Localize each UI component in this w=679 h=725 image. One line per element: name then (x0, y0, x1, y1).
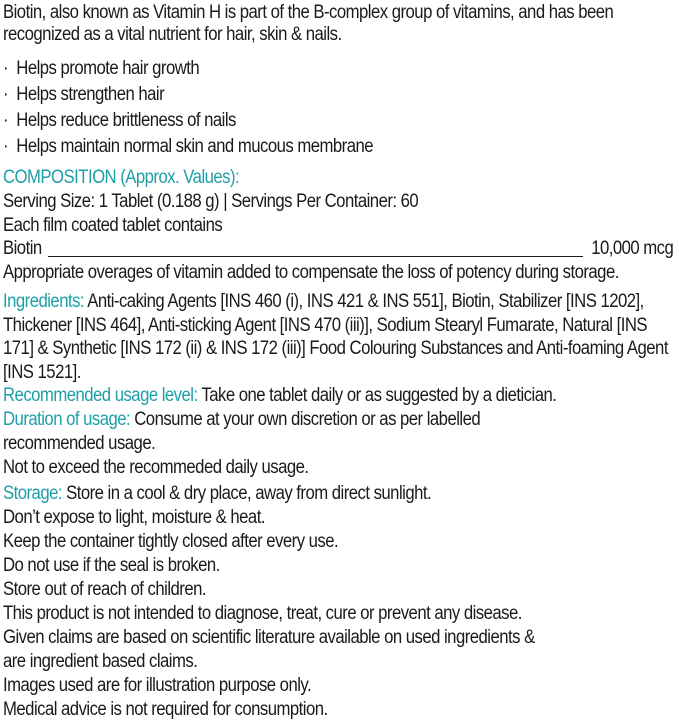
intro-line: recognized as a vital nutrient for hair, skin & nails. (3, 24, 342, 45)
storage-text: Store in a cool & dry place, away from direct sunlight. (61, 483, 432, 504)
recommended-usage (3, 384, 556, 408)
usage-section (3, 384, 556, 480)
duration-usage-label: Duration of usage: (3, 409, 131, 430)
disclaimer: This product is not intended to diagnose, treat, cure or prevent any disease. (3, 603, 522, 624)
composition-heading: COMPOSITION (Approx. Values): (3, 167, 240, 188)
bullet-glyph: · (3, 110, 9, 131)
storage-section (3, 482, 535, 722)
storage-instruction (3, 482, 535, 506)
storage-label: Storage: (3, 483, 62, 504)
bullet-glyph: · (3, 136, 9, 157)
benefit-item (3, 108, 373, 134)
disclaimer: are ingredient based claims. (3, 651, 198, 672)
usage-limit: Not to exceed the recommeded daily usage. (3, 457, 309, 478)
benefits-list (3, 56, 373, 160)
disclaimer: Medical advice is not required for consumption. (3, 699, 328, 720)
benefit-text: Helps strengthen hair (16, 84, 165, 105)
ingredients-line: [INS 1521]. (3, 361, 81, 383)
overage-text: Appropriate overages of vitamin added to compensate the loss of potency during storage. (3, 262, 619, 283)
ingredients-line: 171] & Synthetic [INS 172 (ii) & INS 172 (iii)] Food Colouring Substances and Anti-foaming Agent (3, 338, 668, 359)
intro-line: Biotin, also known as Vitamin H is part of the B-complex group of vitamins, and has been (3, 2, 614, 23)
storage-note: Store out of reach of children. (3, 579, 206, 600)
benefit-item (3, 56, 373, 82)
benefit-text: Helps promote hair growth (16, 58, 200, 79)
ingredients-line (3, 290, 668, 314)
ingredients-section (3, 290, 668, 384)
benefit-text: Helps reduce brittleness of nails (16, 110, 236, 131)
disclaimer: Given claims are based on scientific literature available on used ingredients & (3, 627, 535, 648)
recommended-usage-text: Take one tablet daily or as suggested by a dietician. (197, 385, 557, 406)
leader-line (48, 256, 583, 257)
benefit-text: Helps maintain normal skin and mucous membrane (16, 136, 374, 157)
nutrient-name: Biotin (3, 238, 42, 259)
composition-section (3, 166, 418, 238)
duration-usage-text: Consume at your own discretion or as per labelled (130, 409, 481, 430)
ingredients-text: Anti-caking Agents [INS 460 (i), INS 421 & INS 551], Biotin, Stabilizer [INS 1202], (84, 291, 644, 312)
bullet-glyph: · (3, 58, 9, 79)
tablet-contents-intro: Each film coated tablet contains (3, 215, 223, 236)
storage-note: Do not use if the seal is broken. (3, 555, 220, 576)
benefit-item (3, 134, 373, 160)
ingredients-line: Thickener [INS 464], Anti-sticking Agent [INS 470 (iii)], Sodium Stearyl Fumarate, Natural [INS (3, 314, 648, 336)
bullet-glyph: · (3, 84, 9, 105)
disclaimer: Images used are for illustration purpose only. (3, 675, 312, 696)
nutrient-row (3, 238, 673, 262)
duration-usage (3, 408, 556, 432)
recommended-usage-label: Recommended usage level: (3, 385, 198, 406)
ingredients-label: Ingredients: (3, 291, 85, 312)
serving-info: Serving Size: 1 Tablet (0.188 g) | Servings Per Container: 60 (3, 191, 419, 212)
nutrient-value: 10,000 mcg (590, 238, 673, 259)
overage-note (3, 262, 619, 284)
storage-note: Don’t expose to light, moisture & heat. (3, 507, 265, 528)
benefit-item (3, 82, 373, 108)
intro-paragraph (3, 2, 613, 46)
storage-note: Keep the container tightly closed after every use. (3, 531, 339, 552)
duration-usage-continued: recommended usage. (3, 433, 156, 454)
